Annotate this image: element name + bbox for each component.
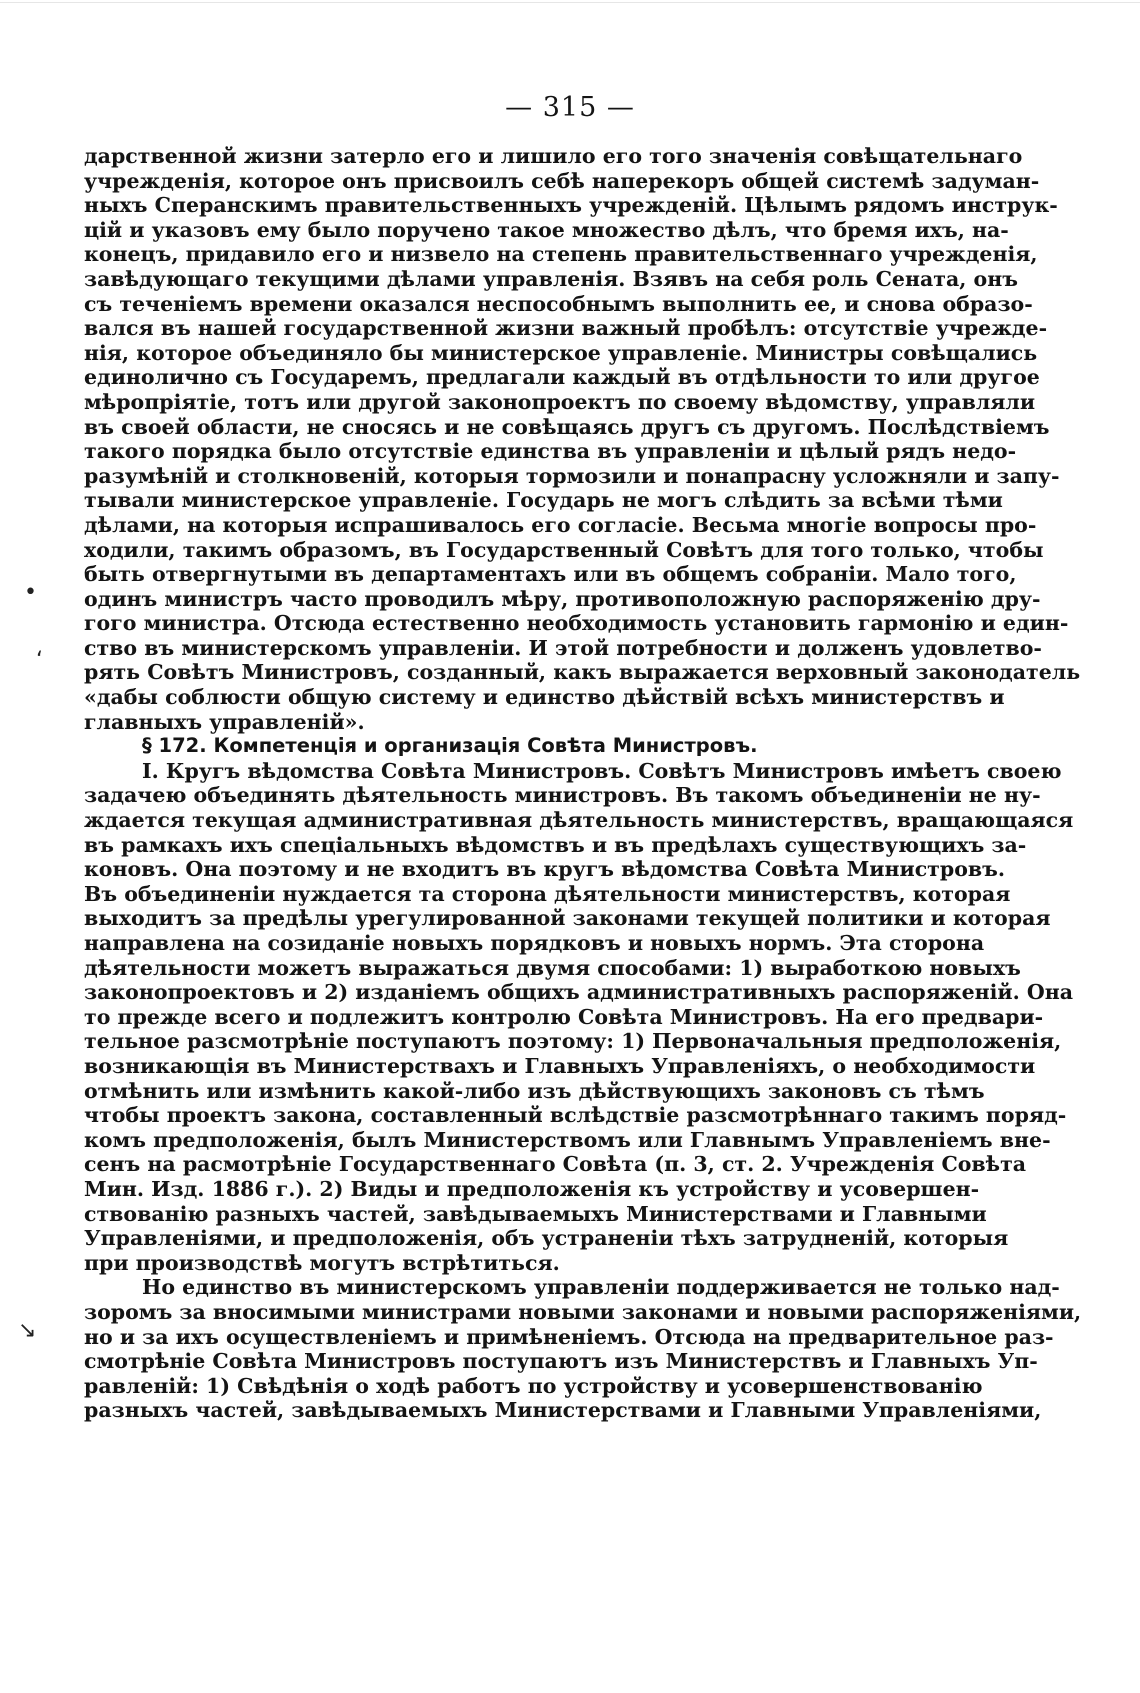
text-line: нія, которое объединяло бы министерское управленіе. Министры совѣщались <box>84 340 1038 365</box>
text-line: чтобы проектъ закона, составленный вслѣдствіе разсмотрѣннаго такимъ поряд- <box>84 1103 1067 1128</box>
text-line: разумѣній и столкновеній, которыя тормозили и понапрасну усложняли и запу- <box>84 463 1060 488</box>
text-line: въ рамкахъ ихъ спеціальныхъ вѣдомствъ и въ предѣлахъ существующихъ за- <box>84 832 1027 857</box>
text-line: главныхъ управленій». <box>84 709 365 734</box>
page-number: — 315 — <box>505 92 635 123</box>
text-line: I. Кругъ вѣдомства Совѣта Министровъ. Совѣтъ Министровъ имѣетъ своею <box>142 758 1062 783</box>
margin-mark: ↘ <box>18 1318 37 1343</box>
text-line: Мин. Изд. 1886 г.). 2) Виды и предположенія къ устройству и усовершен- <box>84 1176 980 1201</box>
text-line: ходили, такимъ образомъ, въ Государственный Совѣтъ для того только, чтобы <box>84 537 1044 562</box>
text-line: учрежденія, которое онъ присвоилъ себѣ наперекоръ общей системѣ задуман- <box>84 168 1040 193</box>
text-line: при производствѣ могутъ встрѣтиться. <box>84 1250 560 1275</box>
text-line: завѣдующаго текущими дѣлами управленія. Взявъ на себя роль Сената, онъ <box>84 266 1018 291</box>
text-line: тельное разсмотрѣніе поступаютъ поэтому: 1) Первоначальныя предположенія, <box>84 1029 1062 1054</box>
text-line: быть отвергнутыми въ департаментахъ или въ общемъ собраніи. Мало того, <box>84 562 1017 587</box>
text-line: съ теченіемъ времени оказался неспособнымъ выполнить ее, и снова образо- <box>84 291 1033 316</box>
scan-edge-line <box>0 2 1140 3</box>
text-line: единолично съ Государемъ, предлагали каждый въ отдѣльности то или другое <box>84 365 1040 390</box>
text-line: коновъ. Она поэтому и не входитъ въ кругъ вѣдомства Совѣта Министровъ. <box>84 857 1005 882</box>
text-line: но и за ихъ осуществленіемъ и примѣненіемъ. Отсюда на предварительное раз- <box>84 1324 1054 1349</box>
text-line: тывали министерское управленіе. Государь не могъ слѣдить за всѣми тѣми <box>84 488 1003 513</box>
text-line: задачею объединять дѣятельность министровъ. Въ такомъ объединеніи не ну- <box>84 783 1041 808</box>
text-line: рять Совѣтъ Министровъ, созданный, какъ выражается верховный законодатель <box>84 660 1081 685</box>
text-line: возникающія въ Министерствахъ и Главныхъ Управленіяхъ, о необходимости <box>84 1053 1036 1078</box>
text-line: равленій: 1) Свѣдѣнія о ходѣ работъ по устройству и усовершенствованію <box>84 1373 983 1398</box>
text-line: вался въ нашей государственной жизни важный пробѣлъ: отсутствіе учрежде- <box>84 316 1048 341</box>
text-line: дарственной жизни затерло его и лишило его того значенія совѣщательнаго <box>84 144 1023 168</box>
text-line: ствованію разныхъ частей, завѣдываемыхъ Министерствами и Главными <box>84 1201 987 1226</box>
text-line: гого министра. Отсюда естественно необходимость установить гармонію и един- <box>84 611 1069 636</box>
text-line: отмѣнить или измѣнить какой-либо изъ дѣйствующихъ законовъ съ тѣмъ <box>84 1078 985 1103</box>
margin-mark: ‘ <box>36 648 43 673</box>
text-line: дѣятельности можетъ выражаться двумя способами: 1) выработкою новыхъ <box>84 955 1021 980</box>
text-line: одинъ министръ часто проводилъ мѣру, противоположную распоряженію дру- <box>84 586 1041 611</box>
text-line: Въ объединеніи нуждается та сторона дѣятельности министерствъ, которая <box>84 881 1011 906</box>
text-line: сенъ на расмотрѣніе Государственнаго Совѣта (п. 3, ст. 2. Учрежденія Совѣта <box>84 1152 1027 1177</box>
text-line: Но единство въ министерскомъ управленіи поддерживается не только над- <box>142 1275 1060 1300</box>
text-line: направлена на созиданіе новыхъ порядковъ и новыхъ нормъ. Эта сторона <box>84 931 985 955</box>
text-line: «дабы соблюсти общую систему и единство дѣйствій всѣхъ министерствъ и <box>84 685 1005 710</box>
text-line: дѣлами, на которыя испрашивалось его согласіе. Весьма многіе вопросы про- <box>84 512 1037 537</box>
text-line: ныхъ Сперанскимъ правительственныхъ учрежденій. Цѣлымъ рядомъ инструк- <box>84 193 1058 218</box>
text-line: ждается текущая административная дѣятельность министерствъ, вращающаяся <box>84 808 1074 833</box>
text-line: такого порядка было отсутствіе единства въ управленіи и цѣлый рядъ недо- <box>84 439 1017 464</box>
text-line: цій и указовъ ему было поручено такое множество дѣлъ, что бремя ихъ, на- <box>84 217 1009 242</box>
text-line: выходитъ за предѣлы урегулированной законами текущей политики и которая <box>84 906 1051 931</box>
text-line: конецъ, придавило его и низвело на степень правительственнаго учрежденія, <box>84 242 1038 267</box>
text-line: въ своей области, не сносясь и не совѣщаясь другъ съ другомъ. Послѣдствіемъ <box>84 414 1050 439</box>
body-text <box>84 144 1082 1423</box>
margin-mark: • <box>24 580 37 605</box>
text-line: зоромъ за вносимыми министрами новыми законами и новыми распоряженіями, <box>84 1299 1082 1324</box>
text-line: разныхъ частей, завѣдываемыхъ Министерствами и Главными Управленіями, <box>84 1398 1042 1423</box>
section-heading: § 172. Компетенція и организація Совѣта Министровъ. <box>142 734 758 758</box>
text-line: комъ предположенія, былъ Министерствомъ или Главнымъ Управленіемъ вне- <box>84 1127 1051 1152</box>
text-line: законопроектовъ и 2) изданіемъ общихъ административныхъ распоряженій. Она <box>84 980 1074 1005</box>
text-line: смотрѣніе Совѣта Министровъ поступаютъ изъ Министерствъ и Главныхъ Уп- <box>84 1349 1038 1374</box>
text-line: ство въ министерскомъ управленіи. И этой потребности и долженъ удовлетво- <box>84 635 1042 660</box>
text-line: то прежде всего и подлежитъ контролю Совѣта Министровъ. На его предвари- <box>84 1004 1044 1029</box>
text-line: Управленіями, и предположенія, объ устраненіи тѣхъ затрудненій, которыя <box>84 1226 1009 1251</box>
text-line: мѣропріятіе, тотъ или другой законопроектъ по своему вѣдомству, управляли <box>84 389 1036 414</box>
